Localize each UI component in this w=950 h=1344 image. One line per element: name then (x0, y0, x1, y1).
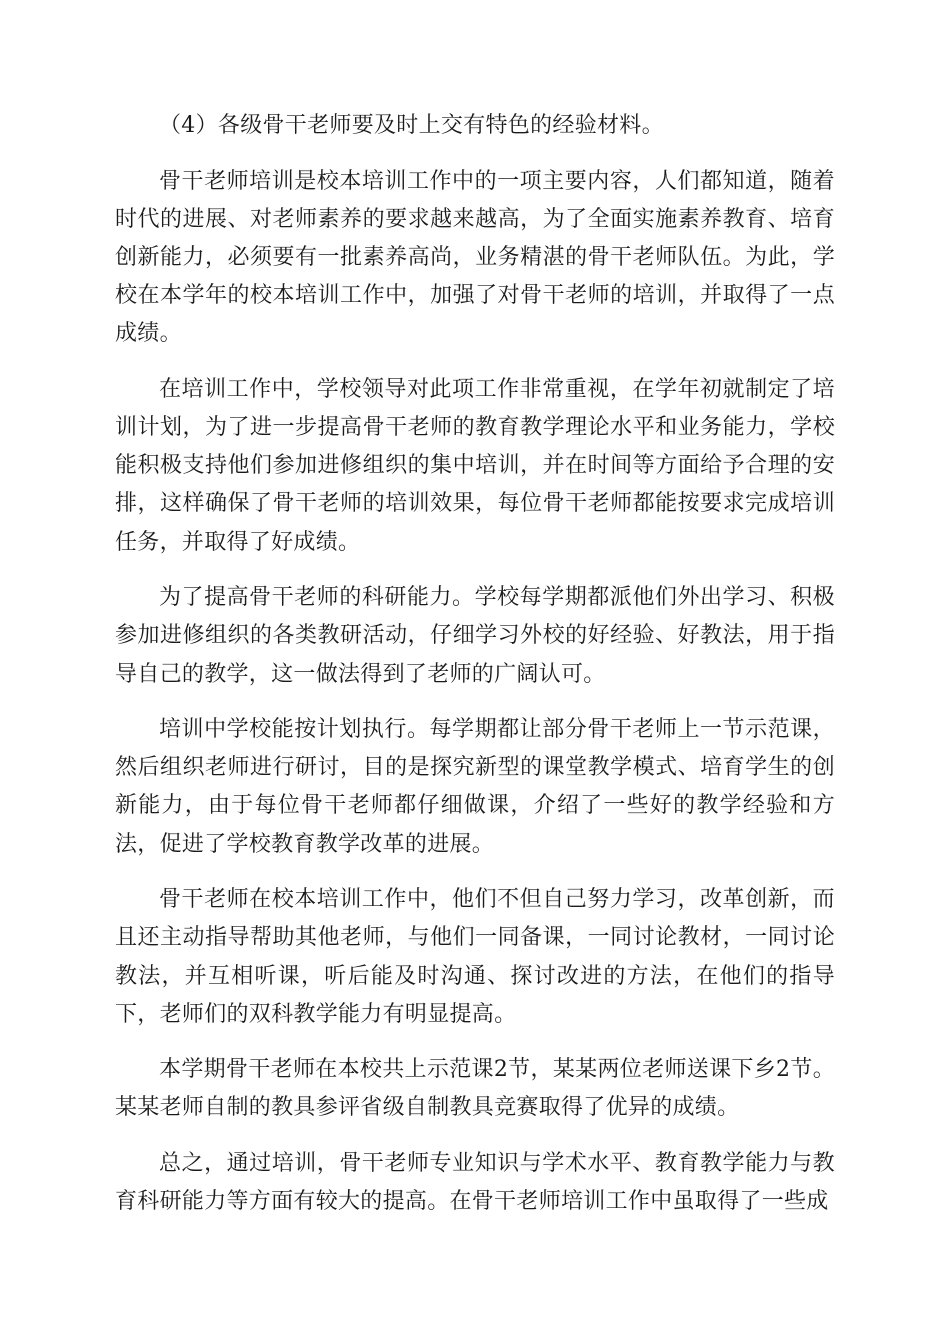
document-page (115, 107, 835, 1239)
paragraph-demo-lessons: 培训中学校能按计划执行。每学期都让部分骨干老师上一节示范课，然后组织老师进行研讨，目的是探究新型的课堂教学模式、培育学生的创新能力，由于每位骨干老师都仔细做课，介绍了一些好的教学经验和方法，促进了学校教育教学改革的进展。 (115, 717, 835, 857)
paragraph-backbone-training-intro: 骨干老师培训是校本培训工作中的一项主要内容，人们都知道，随着时代的进展、对老师素养的要求越来越高，为了全面实施素养教育、培育创新能力，必须要有一批素养高尚，业务精湛的骨干老师队伍。为此，学校在本学年的校本培训工作中，加强了对骨干老师的培训，并取得了一点成绩。 (115, 168, 835, 347)
paragraph-training-plan: 在培训工作中，学校领导对此项工作非常重视，在学年初就制定了培训计划，为了进一步提高骨干老师的教育教学理论水平和业务能力，学校能积极支持他们参加进修组织的集中培训，并在时间等方面给予合理的安排，这样确保了骨干老师的培训效果，每位骨干老师都能按要求完成培训任务，并取得了好成绩。 (115, 376, 835, 555)
paragraph-summary: 总之，通过培训，骨干老师专业知识与学术水平、教育教学能力与教育科研能力等方面有较大的提高。在骨干老师培训工作中虽取得了一些成 (115, 1150, 835, 1215)
paragraph-semester-results: 本学期骨干老师在本校共上示范课2节，某某两位老师送课下乡2节。某某老师自制的教具参评省级自制教具竞赛取得了优异的成绩。 (115, 1057, 835, 1121)
paragraph-research-ability: 为了提高骨干老师的科研能力。学校每学期都派他们外出学习、积极参加进修组织的各类教研活动，仔细学习外校的好经验、好教法，用于指导自己的教学，这一做法得到了老师的广阔认可。 (115, 585, 835, 687)
paragraph-mentoring: 骨干老师在校本培训工作中，他们不但自己努力学习，改革创新，而且还主动指导帮助其他老师，与他们一同备课，一同讨论教材，一同讨论教法，并互相听课，听后能及时沟通、探讨改进的方法，在他们的指导下，老师们的双科教学能力有明显提高。 (115, 887, 835, 1027)
paragraph-item-4: （4）各级骨干老师要及时上交有特色的经验材料。 (159, 113, 664, 138)
